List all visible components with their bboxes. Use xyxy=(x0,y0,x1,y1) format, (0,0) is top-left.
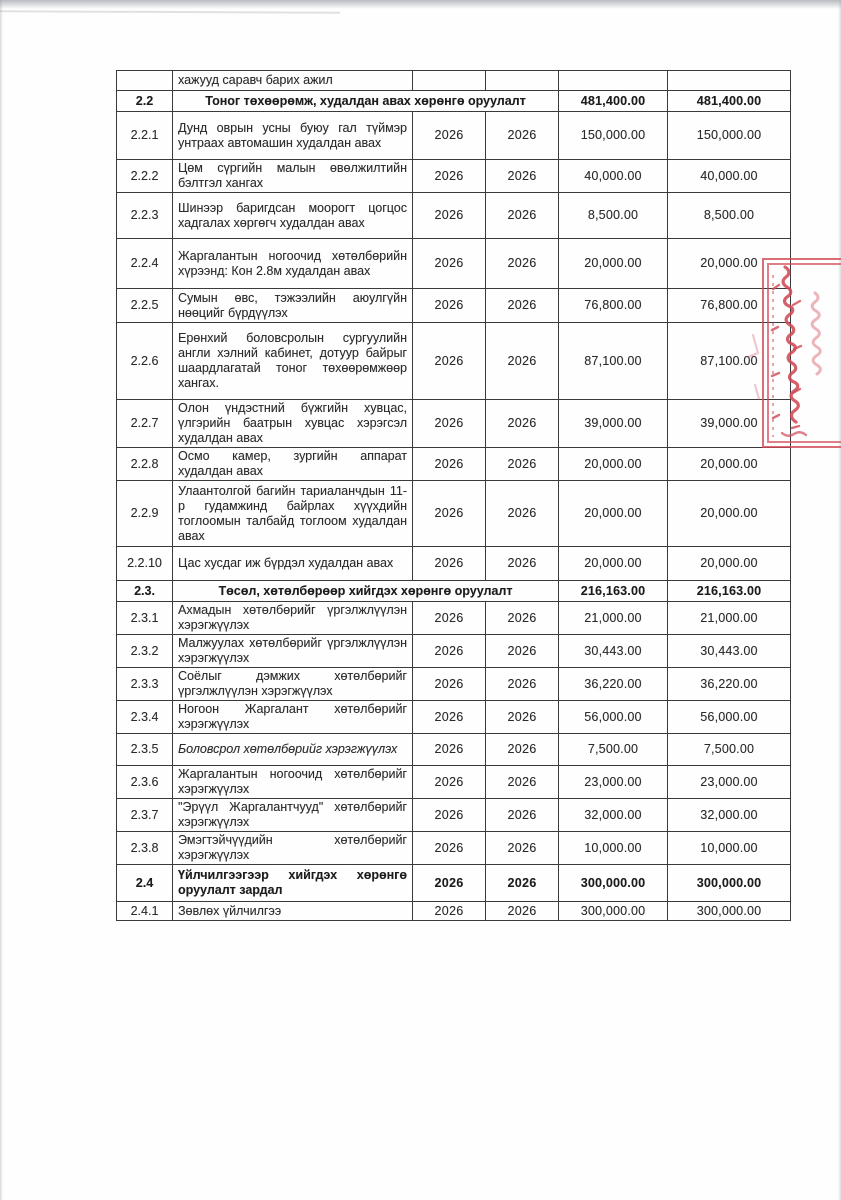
row-year-cell: 2026 xyxy=(486,602,559,635)
row-amount-cell: 481,400.00 xyxy=(668,91,791,112)
row-year-cell: 2026 xyxy=(486,239,559,289)
table-row xyxy=(117,547,791,581)
row-amount-cell: 87,100.00 xyxy=(559,323,668,400)
row-amount-cell: 76,800.00 xyxy=(559,289,668,323)
row-amount-cell: 23,000.00 xyxy=(559,766,668,799)
table-row xyxy=(117,71,791,91)
row-amount-cell: 150,000.00 xyxy=(668,112,791,160)
row-number-cell: 2.2.6 xyxy=(117,323,173,400)
table-row xyxy=(117,832,791,865)
row-description-cell: хажууд саравч барих ажил xyxy=(173,71,413,91)
row-amount-cell: 56,000.00 xyxy=(559,701,668,734)
scan-streak xyxy=(0,10,340,13)
row-description-cell: Улаантолгой багийн тариаланчдын 11-р гудамжинд байрлах хүүхдийн тоглоомын талбайд тоглоом худалдан авах xyxy=(173,481,413,547)
table-row xyxy=(117,448,791,481)
row-number-cell: 2.2.9 xyxy=(117,481,173,547)
row-year-cell: 2026 xyxy=(413,832,486,865)
row-amount-cell: 20,000.00 xyxy=(668,547,791,581)
row-number-cell: 2.3.1 xyxy=(117,602,173,635)
row-year-cell: 2026 xyxy=(413,193,486,239)
table-row xyxy=(117,581,791,602)
row-year-cell: 2026 xyxy=(486,799,559,832)
row-year-cell: 2026 xyxy=(413,668,486,701)
row-year-cell: 2026 xyxy=(413,323,486,400)
row-year-cell: 2026 xyxy=(413,448,486,481)
row-description-cell: Осмо камер, зургийн аппарат худалдан авах xyxy=(173,448,413,481)
row-description-cell: Жаргалантын ногоочид хөтөлбөрийн хүрээнд: Кон 2.8м худалдан авах xyxy=(173,239,413,289)
row-description-cell: Цөм сүргийн малын өвөлжилтийн бэлтгэл хангах xyxy=(173,160,413,193)
row-amount-cell: 300,000.00 xyxy=(668,902,791,921)
table-row xyxy=(117,239,791,289)
row-year-cell: 2026 xyxy=(413,239,486,289)
row-amount-cell: 40,000.00 xyxy=(559,160,668,193)
row-description-cell: Олон үндэстний бүжгийн хувцас, үлгэрийн баатрын хувцас хэрэгсэл худалдан авах xyxy=(173,400,413,448)
row-description-cell: Шинээр баригдсан моорогт цогцос хадгалах хөргөгч худалдан авах xyxy=(173,193,413,239)
row-amount-cell: 30,443.00 xyxy=(559,635,668,668)
row-amount-cell xyxy=(668,71,791,91)
red-stamp xyxy=(762,258,841,448)
scan-edge-top xyxy=(0,0,841,9)
row-year-cell: 2026 xyxy=(486,902,559,921)
table-row xyxy=(117,400,791,448)
scan-edge-left xyxy=(0,0,3,1200)
row-number-cell: 2.3.8 xyxy=(117,832,173,865)
row-amount-cell: 300,000.00 xyxy=(559,902,668,921)
row-year-cell: 2026 xyxy=(486,193,559,239)
row-number-cell: 2.3.7 xyxy=(117,799,173,832)
row-year-cell: 2026 xyxy=(486,734,559,766)
row-number-cell: 2.4.1 xyxy=(117,902,173,921)
row-year-cell: 2026 xyxy=(413,602,486,635)
row-amount-cell: 56,000.00 xyxy=(668,701,791,734)
table-row xyxy=(117,701,791,734)
row-year-cell: 2026 xyxy=(413,635,486,668)
table-row xyxy=(117,193,791,239)
row-amount-cell: 36,220.00 xyxy=(559,668,668,701)
row-amount-cell: 216,163.00 xyxy=(668,581,791,602)
row-amount-cell: 20,000.00 xyxy=(668,239,791,289)
row-year-cell: 2026 xyxy=(413,400,486,448)
table-row xyxy=(117,112,791,160)
row-amount-cell: 10,000.00 xyxy=(668,832,791,865)
table-row xyxy=(117,160,791,193)
table-row xyxy=(117,865,791,902)
row-description-cell: Ерөнхий боловсролын сургуулийн англи хэлний кабинет, дотуур байрыг шаардлагатай тоног төхөөрөмжөөр хангах. xyxy=(173,323,413,400)
table-row xyxy=(117,734,791,766)
row-description-cell: Эмэгтэйчүүдийн хөтөлбөрийг хэрэгжүүлэх xyxy=(173,832,413,865)
row-number-cell: 2.3.5 xyxy=(117,734,173,766)
row-amount-cell: 8,500.00 xyxy=(668,193,791,239)
row-number-cell: 2.2 xyxy=(117,91,173,112)
row-number-cell: 2.2.5 xyxy=(117,289,173,323)
stamp-mongol-script-icon xyxy=(769,265,841,443)
row-year-cell: 2026 xyxy=(486,547,559,581)
row-amount-cell: 36,220.00 xyxy=(668,668,791,701)
row-year-cell: 2026 xyxy=(486,865,559,902)
row-number-cell: 2.2.2 xyxy=(117,160,173,193)
row-description-cell: Соёлыг дэмжих хөтөлбөрийг үргэлжлүүлэн хэрэгжүүлэх xyxy=(173,668,413,701)
row-year-cell: 2026 xyxy=(486,766,559,799)
row-year-cell: 2026 xyxy=(486,668,559,701)
row-year-cell: 2026 xyxy=(486,448,559,481)
table-row xyxy=(117,902,791,921)
row-amount-cell: 39,000.00 xyxy=(559,400,668,448)
budget-table-body xyxy=(117,71,791,921)
row-year-cell: 2026 xyxy=(413,160,486,193)
row-amount-cell: 7,500.00 xyxy=(559,734,668,766)
row-description-cell: Дунд оврын усны буюу гал түймэр унтраах автомашин худалдан авах xyxy=(173,112,413,160)
row-amount-cell: 76,800.00 xyxy=(668,289,791,323)
row-year-cell: 2026 xyxy=(486,160,559,193)
row-amount-cell: 10,000.00 xyxy=(559,832,668,865)
row-year-cell: 2026 xyxy=(413,547,486,581)
row-amount-cell: 20,000.00 xyxy=(559,481,668,547)
row-amount-cell: 32,000.00 xyxy=(559,799,668,832)
row-amount-cell: 300,000.00 xyxy=(668,865,791,902)
row-amount-cell: 40,000.00 xyxy=(668,160,791,193)
row-year-cell xyxy=(486,71,559,91)
row-description-cell: Боловсрол хөтөлбөрийг хэрэгжүүлэх xyxy=(173,734,413,766)
row-amount-cell: 7,500.00 xyxy=(668,734,791,766)
table-row xyxy=(117,323,791,400)
row-description-cell: Сумын өвс, тэжээлийн аюулгүйн нөөцийг бүрдүүлэх xyxy=(173,289,413,323)
row-year-cell: 2026 xyxy=(486,400,559,448)
row-amount-cell: 300,000.00 xyxy=(559,865,668,902)
row-year-cell: 2026 xyxy=(486,832,559,865)
row-amount-cell: 8,500.00 xyxy=(559,193,668,239)
row-number-cell: 2.3.3 xyxy=(117,668,173,701)
row-amount-cell: 150,000.00 xyxy=(559,112,668,160)
row-amount-cell: 21,000.00 xyxy=(559,602,668,635)
row-number-cell: 2.3.2 xyxy=(117,635,173,668)
row-year-cell: 2026 xyxy=(486,481,559,547)
row-year-cell: 2026 xyxy=(413,902,486,921)
row-year-cell: 2026 xyxy=(486,112,559,160)
table-row xyxy=(117,289,791,323)
row-number-cell: 2.3.4 xyxy=(117,701,173,734)
row-amount-cell: 20,000.00 xyxy=(668,481,791,547)
row-amount-cell: 20,000.00 xyxy=(559,239,668,289)
row-year-cell xyxy=(413,71,486,91)
table-row xyxy=(117,481,791,547)
table-row xyxy=(117,799,791,832)
row-year-cell: 2026 xyxy=(486,701,559,734)
row-number-cell: 2.2.1 xyxy=(117,112,173,160)
row-amount-cell: 23,000.00 xyxy=(668,766,791,799)
red-stamp-inner-border xyxy=(767,263,841,443)
row-year-cell: 2026 xyxy=(413,481,486,547)
row-year-cell: 2026 xyxy=(413,112,486,160)
row-year-cell: 2026 xyxy=(486,289,559,323)
row-amount-cell: 87,100.00 xyxy=(668,323,791,400)
row-number-cell: 2.2.10 xyxy=(117,547,173,581)
budget-table xyxy=(116,70,791,921)
row-amount-cell: 39,000.00 xyxy=(668,400,791,448)
row-description-cell: Ахмадын хөтөлбөрийг үргэлжлүүлэн хэрэгжүүлэх xyxy=(173,602,413,635)
row-year-cell: 2026 xyxy=(486,323,559,400)
row-amount-cell: 21,000.00 xyxy=(668,602,791,635)
row-year-cell: 2026 xyxy=(413,799,486,832)
table-row xyxy=(117,635,791,668)
row-year-cell: 2026 xyxy=(486,635,559,668)
row-amount-cell: 20,000.00 xyxy=(559,547,668,581)
row-description-cell: Төсөл, хөтөлбөрөөр хийгдэх хөрөнгө оруулалт xyxy=(173,581,559,602)
row-amount-cell: 32,000.00 xyxy=(668,799,791,832)
row-year-cell: 2026 xyxy=(413,289,486,323)
row-description-cell: Цас хусдаг иж бүрдэл худалдан авах xyxy=(173,547,413,581)
row-description-cell: Жаргалантын ногоочид хөтөлбөрийг хэрэгжүүлэх xyxy=(173,766,413,799)
row-description-cell: Үйлчилгээгээр хийгдэх хөрөнгө оруулалт зардал xyxy=(173,865,413,902)
row-number-cell: 2.3.6 xyxy=(117,766,173,799)
row-amount-cell: 20,000.00 xyxy=(559,448,668,481)
row-year-cell: 2026 xyxy=(413,865,486,902)
row-number-cell: 2.2.4 xyxy=(117,239,173,289)
row-amount-cell: 481,400.00 xyxy=(559,91,668,112)
row-description-cell: Ногоон Жаргалант хөтөлбөрийг хэрэгжүүлэх xyxy=(173,701,413,734)
row-number-cell: 2.2.7 xyxy=(117,400,173,448)
row-description-cell: Зөвлөх үйлчилгээ xyxy=(173,902,413,921)
row-description-cell: Малжуулах хөтөлбөрийг үргэлжлүүлэн хэрэгжүүлэх xyxy=(173,635,413,668)
table-row xyxy=(117,91,791,112)
table-row xyxy=(117,668,791,701)
row-number-cell: 2.2.3 xyxy=(117,193,173,239)
row-amount-cell: 216,163.00 xyxy=(559,581,668,602)
row-number-cell: 2.4 xyxy=(117,865,173,902)
row-amount-cell xyxy=(559,71,668,91)
row-year-cell: 2026 xyxy=(413,734,486,766)
row-number-cell xyxy=(117,71,173,91)
table-row xyxy=(117,602,791,635)
row-year-cell: 2026 xyxy=(413,766,486,799)
row-year-cell: 2026 xyxy=(413,701,486,734)
row-amount-cell: 20,000.00 xyxy=(668,448,791,481)
row-number-cell: 2.2.8 xyxy=(117,448,173,481)
row-description-cell: Тоног төхөөрөмж, худалдан авах хөрөнгө оруулалт xyxy=(173,91,559,112)
row-number-cell: 2.3. xyxy=(117,581,173,602)
row-amount-cell: 30,443.00 xyxy=(668,635,791,668)
row-description-cell: "Эрүүл Жаргалантчууд" хөтөлбөрийг хэрэгжүүлэх xyxy=(173,799,413,832)
table-row xyxy=(117,766,791,799)
